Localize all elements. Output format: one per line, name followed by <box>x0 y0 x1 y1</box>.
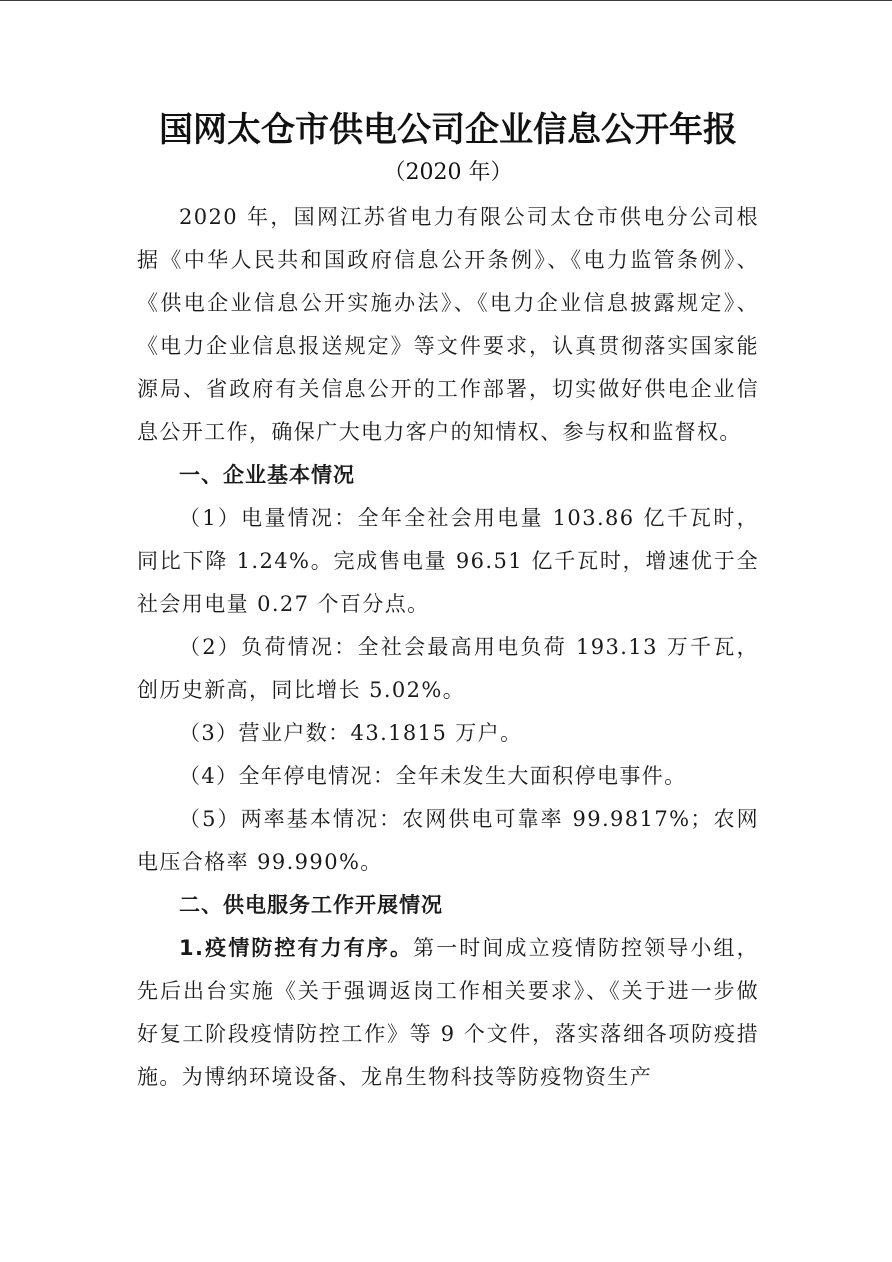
item-load: （2）负荷情况：全社会最高用电负荷 193.13 万千瓦，创历史新高，同比增长 5.02%。 <box>137 635 759 702</box>
section-heading-basic-info: 一、企业基本情况 <box>179 463 355 487</box>
item-epidemic-lead: 1.疫情防控有力有序。 <box>179 936 414 960</box>
item-epidemic <box>137 927 759 1099</box>
document-body <box>137 104 759 1099</box>
item-electricity: （1）电量情况：全年全社会用电量 103.86 亿千瓦时，同比下降 1.24%。完成售电量 96.51 亿千瓦时，增速优于全社会用电量 0.27 个百分点。 <box>137 506 759 616</box>
document-title: 国网太仓市供电公司企业信息公开年报 <box>159 110 737 150</box>
item-epidemic-text: 第一时间成立疫情防控领导小组，先后出台实施《关于强调返岗工作相关要求》、《关于进一步做好复工阶段疫情防控工作》等 9 个文件，落实落细各项防疫措施。为博纳环境设备、龙帛生物科技等防疫物资生产 <box>137 936 759 1089</box>
page-top-edge <box>0 0 892 1</box>
item-rates: （5）两率基本情况：农网供电可靠率 99.9817%；农网电压合格率 99.990%。 <box>137 807 759 874</box>
item-accounts: （3）营业户数：43.1815 万户。 <box>179 721 523 745</box>
section-heading-service: 二、供电服务工作开展情况 <box>179 893 443 917</box>
intro-paragraph: 2020 年，国网江苏省电力有限公司太仓市供电分公司根据《中华人民共和国政府信息公开条例》、《电力监管条例》、《供电企业信息公开实施办法》、《电力企业信息披露规定》、《电力企业信息报送规定》等文件要求，认真贯彻落实国家能源局、省政府有关信息公开的工作部署，切实做好供电企业信息公开工作，确保广大电力客户的知情权、参与权和监督权。 <box>137 205 759 444</box>
document-subtitle: （2020 年） <box>383 160 513 185</box>
item-outage: （4）全年停电情况：全年未发生大面积停电事件。 <box>179 764 687 788</box>
